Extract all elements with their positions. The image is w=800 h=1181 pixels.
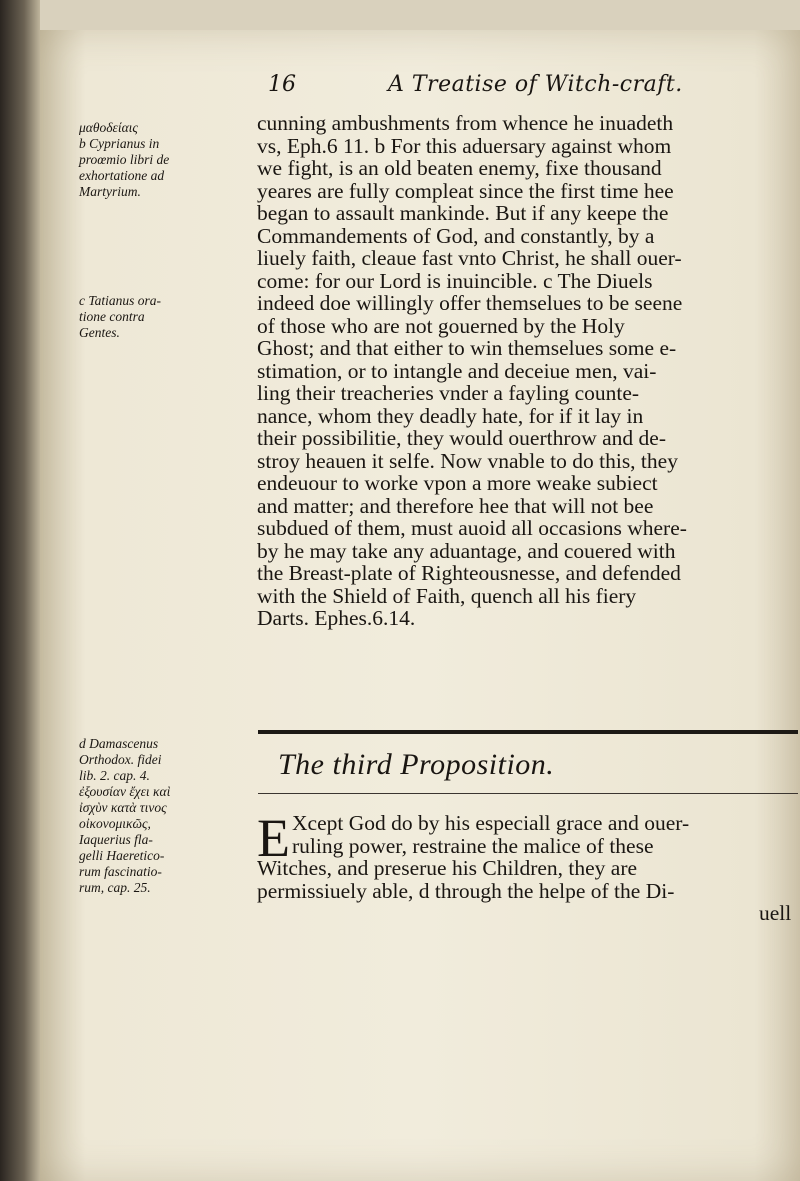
text-line: permissiuely able, d through the helpe of the Di- bbox=[257, 878, 675, 903]
margin-line: b Cyprianus in bbox=[79, 136, 160, 151]
proposition-title: The third Proposition. bbox=[278, 748, 555, 781]
text-line: stroy heauen it selfe. Now vnable to do this, they bbox=[257, 448, 678, 473]
text-line: come: for our Lord is inuincible. c The Diuels bbox=[257, 268, 653, 293]
margin-line: Gentes. bbox=[79, 325, 120, 340]
text-line: began to assault mankinde. But if any keepe the bbox=[257, 201, 669, 225]
margin-line: d Damascenus bbox=[79, 736, 159, 751]
margin-line: μαθοδείαις bbox=[79, 120, 138, 135]
text-line: their possibilitie, they would ouerthrow and de- bbox=[257, 426, 667, 450]
text-line: by he may take any aduantage, and couered with bbox=[257, 538, 676, 563]
margin-note-d bbox=[79, 736, 249, 896]
text-line: with the Shield of Faith, quench all his fiery bbox=[257, 583, 637, 608]
text-line: stimation, or to intangle and deceiue men, vai- bbox=[257, 358, 657, 383]
margin-line: tione contra bbox=[79, 309, 145, 324]
text-line-catchword: uell bbox=[759, 901, 792, 925]
margin-line: proœmio libri de bbox=[79, 152, 170, 167]
text-line: we fight, is an old beaten enemy, fixe thousand bbox=[257, 156, 662, 180]
text-line: ruling power, restraine the malice of these bbox=[292, 833, 654, 858]
text-line: Commandements of God, and constantly, by a bbox=[257, 223, 655, 248]
margin-line: Orthodox. fidei bbox=[79, 752, 162, 767]
section-rule-thin bbox=[258, 793, 798, 794]
proposition-text-indented bbox=[292, 812, 797, 857]
margin-line: ἐξουσίαν ἔχει καὶ bbox=[79, 784, 171, 799]
text-line: vs, Eph.6 11. b For this aduersary against whom bbox=[257, 133, 672, 158]
text-line: subdued of them, must auoid all occasions where- bbox=[257, 516, 687, 540]
margin-note-b bbox=[79, 120, 249, 200]
margin-note-c bbox=[79, 293, 249, 341]
text-line: cunning ambushments from whence he inuadeth bbox=[257, 111, 674, 135]
text-line: Xcept God do by his especiall grace and ouer- bbox=[292, 811, 690, 835]
text-line: the Breast-plate of Righteousnesse, and defended bbox=[257, 561, 681, 585]
text-line: yeares are fully compleat since the first time hee bbox=[257, 178, 674, 203]
margin-line: οἰκονομικῶς, bbox=[79, 816, 151, 831]
text-line: Witches, and preserue his Children, they are bbox=[257, 856, 638, 880]
margin-line: exhortatione ad bbox=[79, 168, 165, 183]
text-line: Ghost; and that either to win themselues some e- bbox=[257, 336, 677, 360]
text-line: indeed doe willingly offer themselues to be seene bbox=[257, 291, 683, 315]
text-line: liuely faith, cleaue fast vnto Christ, he shall ouer- bbox=[257, 246, 682, 270]
text-line: nance, whom they deadly hate, for if it lay in bbox=[257, 403, 644, 428]
section-rule-thick bbox=[258, 730, 798, 734]
margin-line: Iaquerius fla- bbox=[79, 832, 153, 847]
text-line: endeuour to worke vpon a more weake subiect bbox=[257, 471, 658, 495]
margin-line: rum fascinatio- bbox=[79, 864, 162, 879]
body-text bbox=[257, 112, 797, 630]
text-line: and matter; and therefore hee that will not bee bbox=[257, 493, 654, 518]
text-line: of those who are not gouerned by the Holy bbox=[257, 313, 625, 338]
margin-line: lib. 2. cap. 4. bbox=[79, 768, 150, 783]
running-title: A Treatise of Witch-craft. bbox=[388, 72, 683, 97]
margin-line: c Tatianus ora- bbox=[79, 293, 162, 308]
margin-line: Martyrium. bbox=[79, 184, 141, 199]
margin-line: gelli Haeretico- bbox=[79, 848, 165, 863]
margin-line: rum, cap. 25. bbox=[79, 880, 151, 895]
proposition-text bbox=[257, 857, 797, 925]
page-number: 16 bbox=[268, 72, 296, 97]
drop-cap: E bbox=[257, 808, 290, 868]
text-line: ling their treacheries vnder a fayling counte- bbox=[257, 381, 640, 405]
book-gutter bbox=[0, 0, 40, 1181]
margin-line: ἰσχὺν κατὰ τινος bbox=[79, 800, 167, 815]
text-line: Darts. Ephes.6.14. bbox=[257, 606, 416, 630]
